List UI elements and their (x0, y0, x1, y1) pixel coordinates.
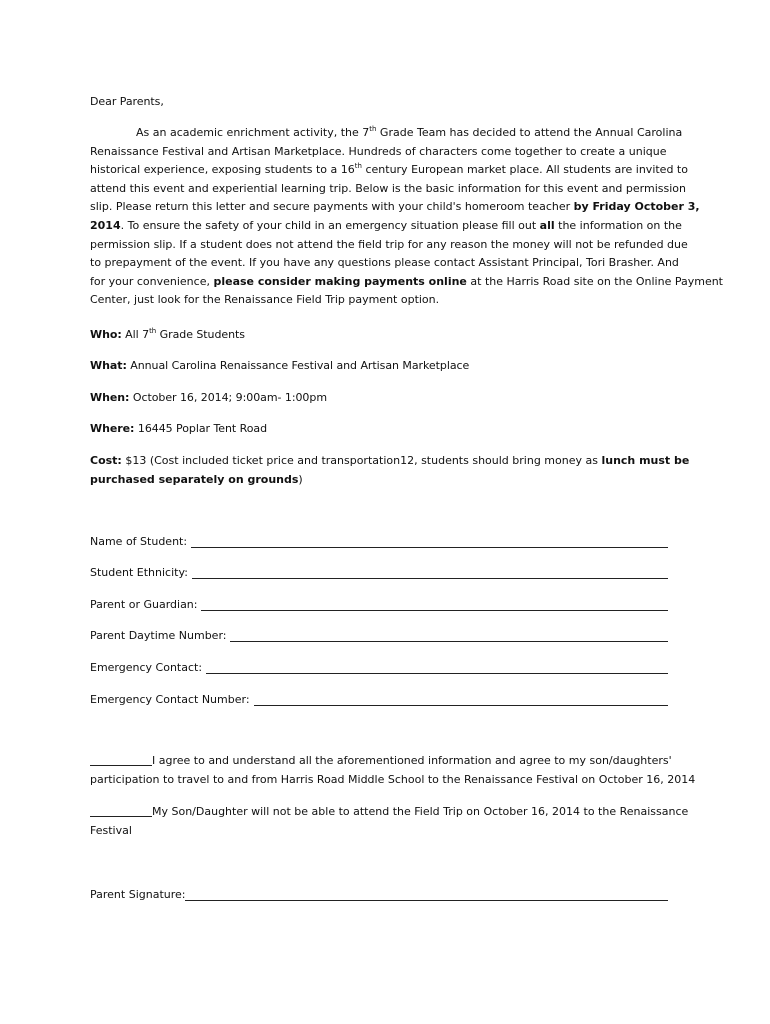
detail-value: Grade Students (156, 328, 245, 341)
paragraph-line (90, 198, 700, 217)
fill-in-line[interactable] (254, 693, 668, 706)
paragraph-line: Festival (90, 823, 132, 837)
detail-label: When: (90, 391, 130, 404)
consent-agree (90, 752, 696, 789)
fill-in-line[interactable] (191, 535, 668, 548)
text: the information on the (554, 218, 682, 232)
text: I agree to and understand all the aforementioned information and agree to my son/daughters' (152, 754, 672, 767)
paragraph-line (90, 217, 680, 236)
superscript: th (149, 327, 157, 335)
agree-initial-blank[interactable] (90, 754, 152, 766)
detail-label: What: (90, 359, 127, 372)
deadline-emphasis: by Friday October 3, (573, 200, 700, 214)
emergency-contact-field[interactable] (90, 658, 668, 674)
text: My Son/Daughter will not be able to attend the Field Trip on October 16, 2014 to the Renaissance (152, 805, 689, 818)
paragraph-line (90, 161, 688, 180)
parent-or-guardian-field[interactable] (90, 595, 668, 611)
paragraph-line: attend this event and experiential learning trip. Below is the basic information for this event and permission (90, 181, 686, 195)
paragraph-line: permission slip. If a student does not attend the field trip for any reason the money will not be refunded due (90, 237, 688, 251)
fill-in-line[interactable] (192, 566, 668, 579)
detail-cost (90, 452, 690, 489)
field-label: Parent or Guardian: (90, 598, 198, 611)
text: historical experience, exposing students to a 16 (90, 163, 355, 177)
parent-signature-field[interactable] (90, 885, 668, 901)
fill-in-line[interactable] (206, 661, 668, 674)
paragraph-line (90, 273, 723, 292)
detail-value: Annual Carolina Renaissance Festival and Artisan Marketplace (126, 359, 470, 372)
detail-value: All 7 (121, 328, 150, 341)
superscript: th (369, 125, 377, 133)
decline-initial-blank[interactable] (90, 805, 152, 817)
paragraph-line (90, 752, 680, 771)
field-label: Emergency Contact Number: (90, 693, 250, 706)
parent-daytime-number-field[interactable] (90, 626, 668, 642)
text: ) (298, 472, 303, 486)
paragraph-line (90, 471, 680, 490)
paragraph-line: Renaissance Festival and Artisan Marketplace. Hundreds of characters come together to create a unique (90, 144, 667, 158)
field-label: Parent Signature: (90, 888, 186, 901)
paragraph-line: participation to travel to and from Harris Road Middle School to the Renaissance Festival on October 16, 2014 (90, 772, 696, 786)
paragraph-line (90, 803, 689, 822)
text: Grade Team has decided to attend the Annual Carolina (376, 126, 683, 139)
signature-line[interactable] (185, 888, 668, 901)
name-of-student-field[interactable] (90, 532, 668, 548)
payment-emphasis: please consider making payments online (213, 274, 467, 288)
detail-value: $13 (Cost included ticket price and transportation12, students should bring money as (121, 454, 602, 467)
detail-who (90, 326, 245, 345)
salutation: Dear Parents, (90, 95, 164, 108)
superscript: th (354, 162, 362, 171)
text: century European market place. All students are invited to (361, 163, 688, 177)
detail-when (90, 389, 327, 408)
intro-paragraph (90, 124, 723, 310)
text: for your convenience, (90, 274, 214, 288)
consent-decline (90, 803, 689, 840)
lunch-emphasis: lunch must be (601, 454, 690, 467)
detail-value: October 16, 2014; 9:00am- 1:00pm (129, 391, 327, 404)
detail-label: Who: (90, 328, 122, 341)
text: As an academic enrichment activity, the 7 (136, 126, 370, 139)
field-label: Parent Daytime Number: (90, 629, 227, 642)
student-ethnicity-field[interactable] (90, 563, 668, 579)
deadline-emphasis: 2014 (90, 218, 121, 232)
text: . To ensure the safety of your child in an emergency situation please fill out (120, 218, 540, 232)
lunch-emphasis: purchased separately on grounds (90, 472, 299, 486)
field-label: Student Ethnicity: (90, 566, 188, 579)
paragraph-line (90, 124, 683, 143)
detail-value: 16445 Poplar Tent Road (134, 422, 268, 435)
fill-in-line[interactable] (201, 598, 668, 611)
field-label: Emergency Contact: (90, 661, 203, 674)
text: at the Harris Road site on the Online Payment (466, 274, 723, 288)
text: slip. Please return this letter and secure payments with your child's homeroom teacher (90, 200, 574, 214)
emphasis: all (539, 218, 555, 232)
paragraph-line: Center, just look for the Renaissance Field Trip payment option. (90, 293, 440, 307)
detail-where (90, 420, 267, 439)
fill-in-line[interactable] (230, 629, 668, 642)
paragraph-line: to prepayment of the event. If you have any questions please contact Assistant Principal, Tori Brasher. And (90, 256, 679, 270)
detail-label: Where: (90, 422, 135, 435)
detail-what (90, 357, 469, 376)
emergency-contact-number-field[interactable] (90, 690, 668, 706)
paragraph-line (90, 452, 690, 471)
detail-label: Cost: (90, 454, 122, 467)
field-label: Name of Student: (90, 535, 188, 548)
